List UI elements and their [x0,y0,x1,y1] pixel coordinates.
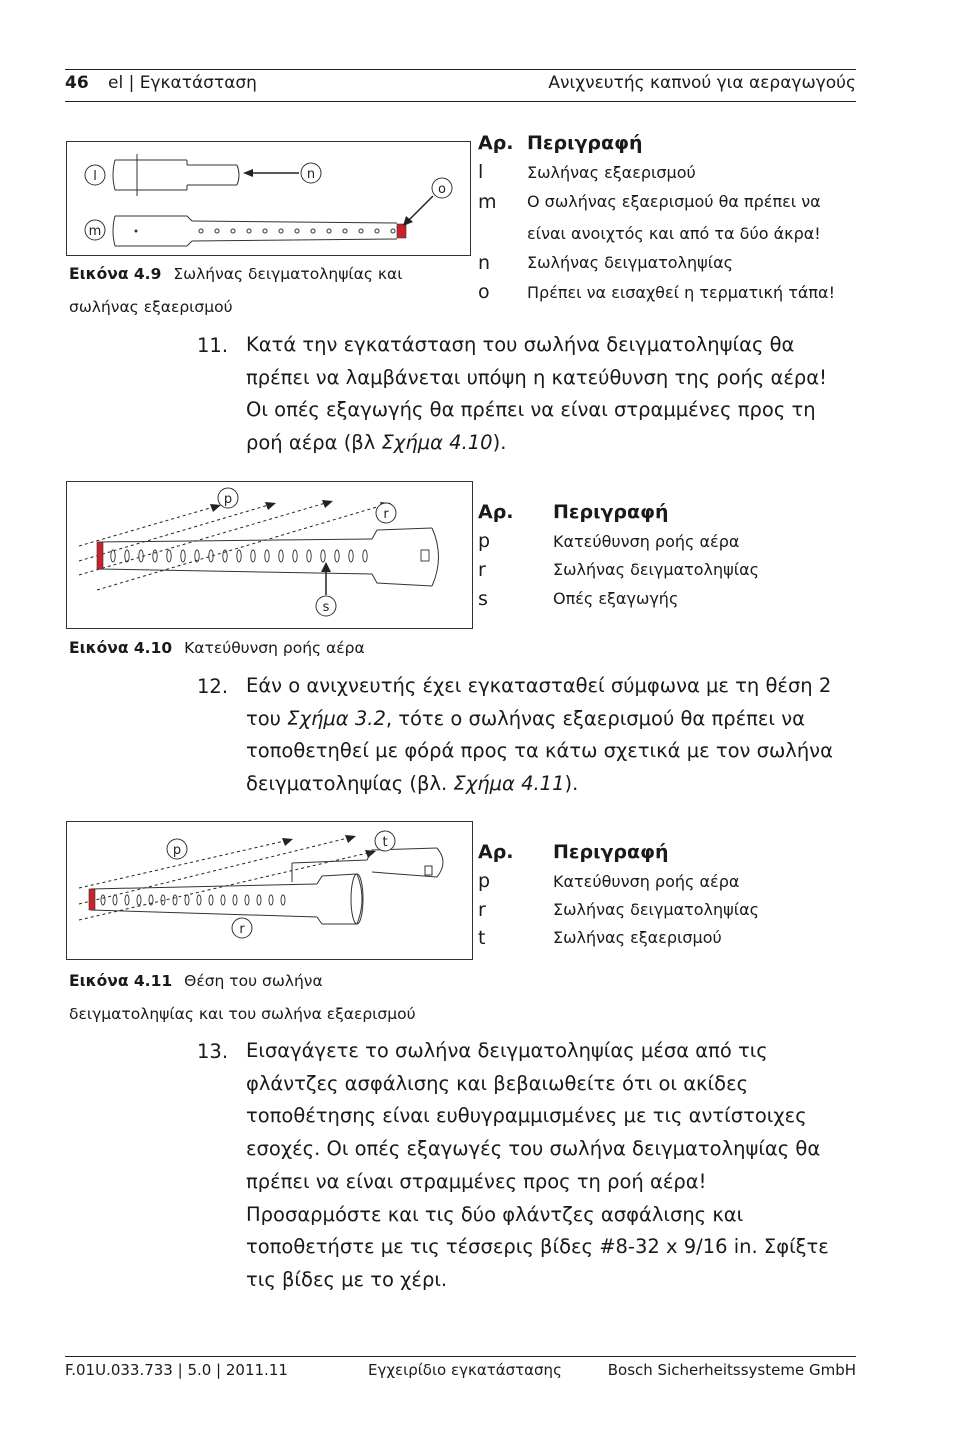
callout-p: p [172,843,182,858]
table-4-9-key-header: Αρ. [478,132,514,154]
table-4-11-desc: Σωλήνας εξαερισμού [553,928,722,947]
callout-s: s [322,600,330,615]
figure-4-11-drawing [67,822,472,959]
step-13-number: 13. [197,1040,229,1063]
header-bottom-rule [65,101,856,102]
callout-p: p [223,492,233,507]
step-11-number: 11. [197,334,229,357]
header-top-rule [65,69,856,70]
figure-4-10 [66,481,473,629]
callout-r: r [383,507,389,522]
callout-l: l [93,169,97,184]
callout-t: t [382,835,388,850]
document-title: Ανιχνευτής καπνού για αεραγωγούς [548,73,856,93]
figure-4-9 [66,141,471,256]
end-cap [397,224,406,238]
figure-4-11-caption: Εικόνα 4.11 Θέση του σωλήνα δειγματοληψίας και του σωλήνα εξαερισμού [69,972,416,1023]
section-label: el | Εγκατάσταση [108,73,257,93]
table-4-9-key: n [478,252,491,274]
table-4-9-desc: Ο σωλήνας εξαερισμού θα πρέπει να [527,192,821,211]
table-4-10-key-header: Αρ. [478,501,514,523]
table-4-10-key: p [478,530,491,552]
table-4-11-key: t [478,927,486,949]
figure-4-9-caption: Εικόνα 4.9 Σωλήνας δειγματοληψίας και σωλήνας εξαερισμού [69,265,403,316]
end-cap [97,542,103,569]
callout-o: o [438,182,446,197]
step-12-text: Εάν ο ανιχνευτής έχει εγκατασταθεί σύμφωνα με τη θέση 2 του Σχήμα 3.2, τότε ο σωλήνας εξαερισμού θα πρέπει να τοποθετηθεί με φόρά προς τα κάτω σχετικά με τον σωλήνα δειγματοληψίας (βλ. Σχήμα 4.11). [246,674,833,796]
table-4-9-key: l [478,161,484,183]
end-cap [89,889,95,910]
table-4-10-key: r [478,559,486,581]
figure-ref-3-2[interactable]: Σχήμα 3.2 [287,706,386,730]
figure-ref-4-10[interactable]: Σχήμα 4.10 [381,431,493,455]
callout-r: r [239,922,245,937]
figure-ref-4-11[interactable]: Σχήμα 4.11 [453,772,565,796]
figure-4-11 [66,821,473,960]
table-4-10-desc: Σωλήνας δειγματοληψίας [553,560,760,579]
table-4-9-desc: Σωλήνας δειγματοληψίας [527,253,734,272]
footer-doc-id: F.01U.033.733 | 5.0 | 2011.11 [65,1361,288,1379]
step-12-number: 12. [197,675,229,698]
table-4-9-desc: Σωλήνας εξαερισμού [527,163,696,182]
table-4-11-key-header: Αρ. [478,841,514,863]
footer-rule [65,1356,856,1357]
table-4-11-desc: Κατεύθυνση ροής αέρα [553,872,740,891]
figure-4-10-drawing [67,482,472,628]
table-4-11-desc: Σωλήνας δειγματοληψίας [553,900,760,919]
table-4-9-desc: Πρέπει να εισαχθεί η τερματική τάπα! [527,283,835,302]
table-4-10-key: s [478,588,488,610]
table-4-9-key: m [478,191,497,213]
page-number: 46 [65,73,89,93]
step-13-text: Εισαγάγετε το σωλήνα δειγματοληψίας μέσα από τις φλάντζες ασφάλισης και βεβαιωθείτε ότι οι ακίδες τοποθέτησης είναι ευθυγραμμισμένες με τις αντίστοιχες εσοχές. Οι οπές εξαγωγές του σωλήνα δειγματοληψίας θα πρέπει να είναι στραμμένες προς τη ροή αέρα! Προσαρμόστε και τις δύο φλάντζες ασφάλισης και τοποθετήστε με τις τέσσερις βίδες #8-32 x 9/16 in. Σφίξτε τις βίδες με το χέρι. [246,1039,829,1291]
step-11-text: Κατά την εγκατάσταση του σωλήνα δειγματοληψίας θα πρέπει να λαμβάνεται υπόψη η κατεύθυνση της ροής αέρα! Οι οπές εξαγωγής θα πρέπει να είναι στραμμένες προς τη ροή αέρα (βλ Σχήμα 4.10). [246,333,827,455]
table-4-11-key: p [478,870,491,892]
figure-4-9-drawing [67,142,470,255]
table-4-10-desc-header: Περιγραφή [553,501,669,523]
figure-4-10-caption: Εικόνα 4.10 Κατεύθυνση ροής αέρα [69,639,365,657]
callout-n: n [306,167,316,182]
callout-m: m [88,224,102,239]
table-4-10-desc: Κατεύθυνση ροής αέρα [553,532,740,551]
table-4-10-desc: Οπές εξαγωγής [553,589,679,608]
footer-manual: Εγχειρίδιο εγκατάστασης [368,1361,562,1379]
table-4-11-key: r [478,899,486,921]
table-4-9-desc-header: Περιγραφή [527,132,643,154]
footer-company: Bosch Sicherheitssysteme GmbH [607,1361,856,1379]
table-4-9-desc: είναι ανοιχτός και από τα δύο άκρα! [527,224,821,243]
table-4-9-key: o [478,281,490,303]
table-4-11-desc-header: Περιγραφή [553,841,669,863]
